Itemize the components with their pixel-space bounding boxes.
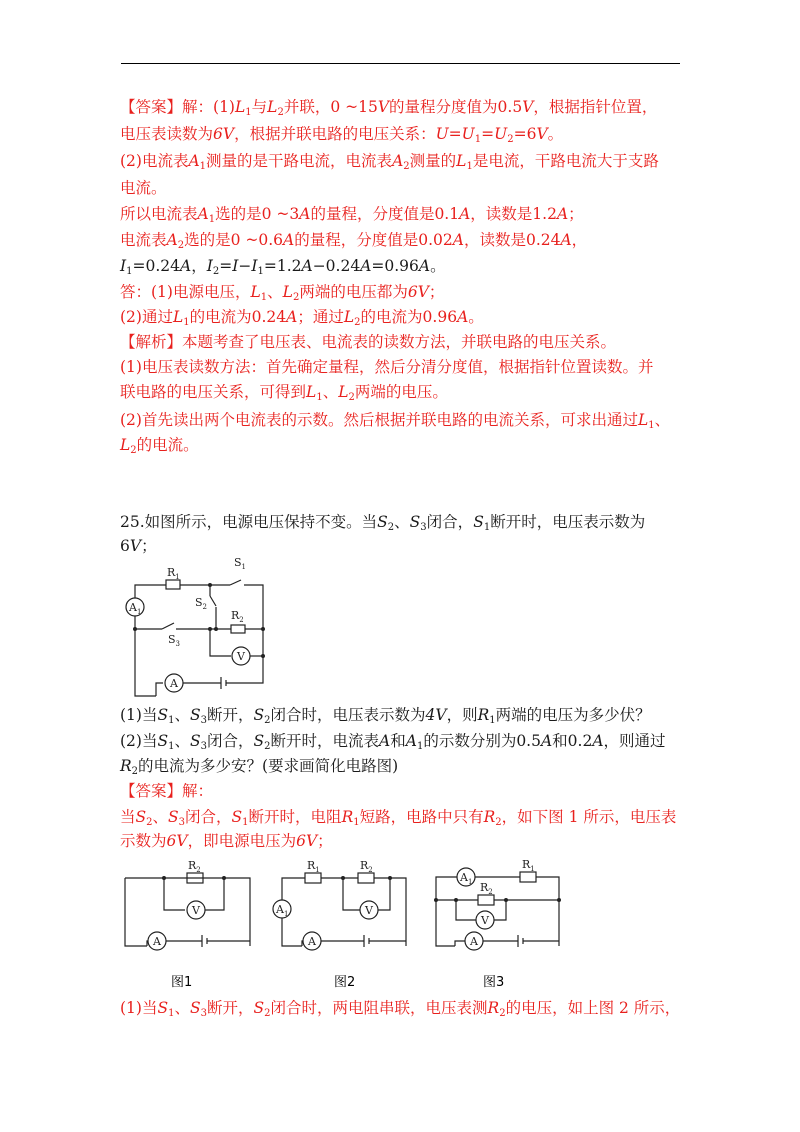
s1-label: $S_1$ <box>234 556 247 571</box>
svg-text:R1: $R_1$ <box>522 858 535 873</box>
s2-label: $S_2$ <box>195 596 208 611</box>
answer2-line-1: 当$S_2$、$S_3$闭合，$S_1$断开时，电阻$R_1$短路，电路中只有$R_2$，如下图 1 所示，电压表 <box>120 808 677 828</box>
svg-text:R2: $R_2$ <box>360 859 373 874</box>
figure-2-caption: 图2 <box>334 975 356 990</box>
answer2-tag: 【答案】解： <box>120 782 214 800</box>
q25-sub-1: (1)当$S_1$、$S_3$断开，$S_2$闭合时，电压表示数为4V，则$R_1$两端的电压为多少伏？ <box>120 706 651 726</box>
question-circuit-diagram <box>118 558 278 698</box>
q25-line-1: 25.如图所示，电源电压保持不变。当$S_2$、$S_3$闭合，$S_1$断开时，电压表示数为 <box>120 513 646 533</box>
answer1-line-2: 电压表读数为6V，根据并联电路的电压关系：$U=U_1=U_2=6V$。 <box>120 125 564 145</box>
answer1-line-3: (2)电流表$A_1$测量的是干路电流，电流表$A_2$测量的$L_1$是电流，干路电流大于支路 <box>120 152 659 172</box>
q25-line-2: 6V； <box>120 537 157 555</box>
answer1-line-8: 答：(1)电源电压，$L_1$、$L_2$两端的电压都为6V； <box>120 283 445 303</box>
fig2-r2 <box>358 873 374 883</box>
analysis-line-3: 联电路的电压关系，可得到$L_1$、$L_2$两端的电压。 <box>120 383 448 403</box>
r1-resistor <box>166 580 180 589</box>
figure-3-circuit <box>430 858 565 950</box>
fig3-r2 <box>478 895 494 905</box>
r2-label: $R_2$ <box>231 609 244 624</box>
svg-text:A: A <box>308 935 316 948</box>
svg-text:A: A <box>470 935 478 948</box>
svg-text:R2: $R_2$ <box>480 881 493 896</box>
answer1-line-1: 【答案】解：$(1)L_1$与$L_2$并联，0 ~15V的量程分度值为0.5V，根据指针位置， <box>120 98 658 118</box>
svg-text:V: V <box>192 904 200 917</box>
fig3-r1 <box>520 872 536 882</box>
q25-sub-2: (2)当$S_1$、$S_3$闭合，$S_2$断开时，电流表A和$A_1$的示数分别为0.5A和0.2A，则通过 <box>120 732 666 752</box>
svg-text:R2: $R_2$ <box>188 859 201 874</box>
v-label: V <box>237 650 245 663</box>
figure-1-caption: 图1 <box>171 975 193 990</box>
analysis-line-2: (1)电压表读数方法：首先确定量程，然后分清分度值，根据指针位置读数。并 <box>120 358 654 376</box>
answer1-line-9: (2)通过$L_1$的电流为0.24A；通过$L_2$的电流为0.96A。 <box>120 308 484 328</box>
figure-2-circuit <box>272 858 412 950</box>
answer1-line-7: $I_1=0.24A$，$I_2=I-I_1=1.2A-0.24A=0.96A$。 <box>120 257 446 277</box>
figure-1-circuit <box>122 858 252 950</box>
r1-label: $R_1$ <box>167 566 180 581</box>
s2-switch <box>210 596 216 606</box>
svg-text:R1: $R_1$ <box>307 859 320 874</box>
header-rule <box>121 63 680 64</box>
svg-text:V: V <box>481 914 489 927</box>
answer1-line-6: 电流表$A_2$选的是0 ~0.6A的量程，分度值是0.02A，读数是0.24A， <box>120 231 588 251</box>
answer2-line-2: 示数为6V，即电源电压为6V； <box>120 832 333 850</box>
q25-sub-3: $R_2$的电流为多少安？(要求画简化电路图) <box>120 757 399 777</box>
s1-switch <box>230 580 241 585</box>
analysis-line-1: 【解析】本题考查了电压表、电流表的读数方法，并联电路的电压关系。 <box>120 333 617 351</box>
svg-text:A1: $A_1$ <box>460 871 473 886</box>
a1-label: $A_1$ <box>129 601 142 616</box>
answer1-line-4: 电流。 <box>120 179 167 197</box>
answer1-line-5: 所以电流表$A_1$选的是0 ~3A的量程，分度值是0.1A，读数是1.2A； <box>120 205 584 225</box>
analysis-line-4: (2)首先读出两个电流表的示数。然后根据并联电路的电流关系，可求出通过$L_1$、 <box>120 411 671 431</box>
figure-3-caption: 图3 <box>483 975 505 990</box>
s3-label: $S_3$ <box>168 633 181 648</box>
a-label: A <box>170 677 178 690</box>
analysis-line-5: $L_2$的电流。 <box>120 436 199 456</box>
svg-text:A: A <box>153 935 161 948</box>
svg-text:A1: $A_1$ <box>276 903 289 918</box>
r2-resistor <box>231 625 245 633</box>
svg-text:V: V <box>365 904 373 917</box>
fig2-r1 <box>305 873 321 883</box>
answer2-line-3: (1)当$S_1$、$S_3$断开，$S_2$闭合时，两电阻串联，电压表测$R_2$的电压，如上图 2 所示， <box>120 999 681 1019</box>
s3-switch <box>162 623 174 629</box>
